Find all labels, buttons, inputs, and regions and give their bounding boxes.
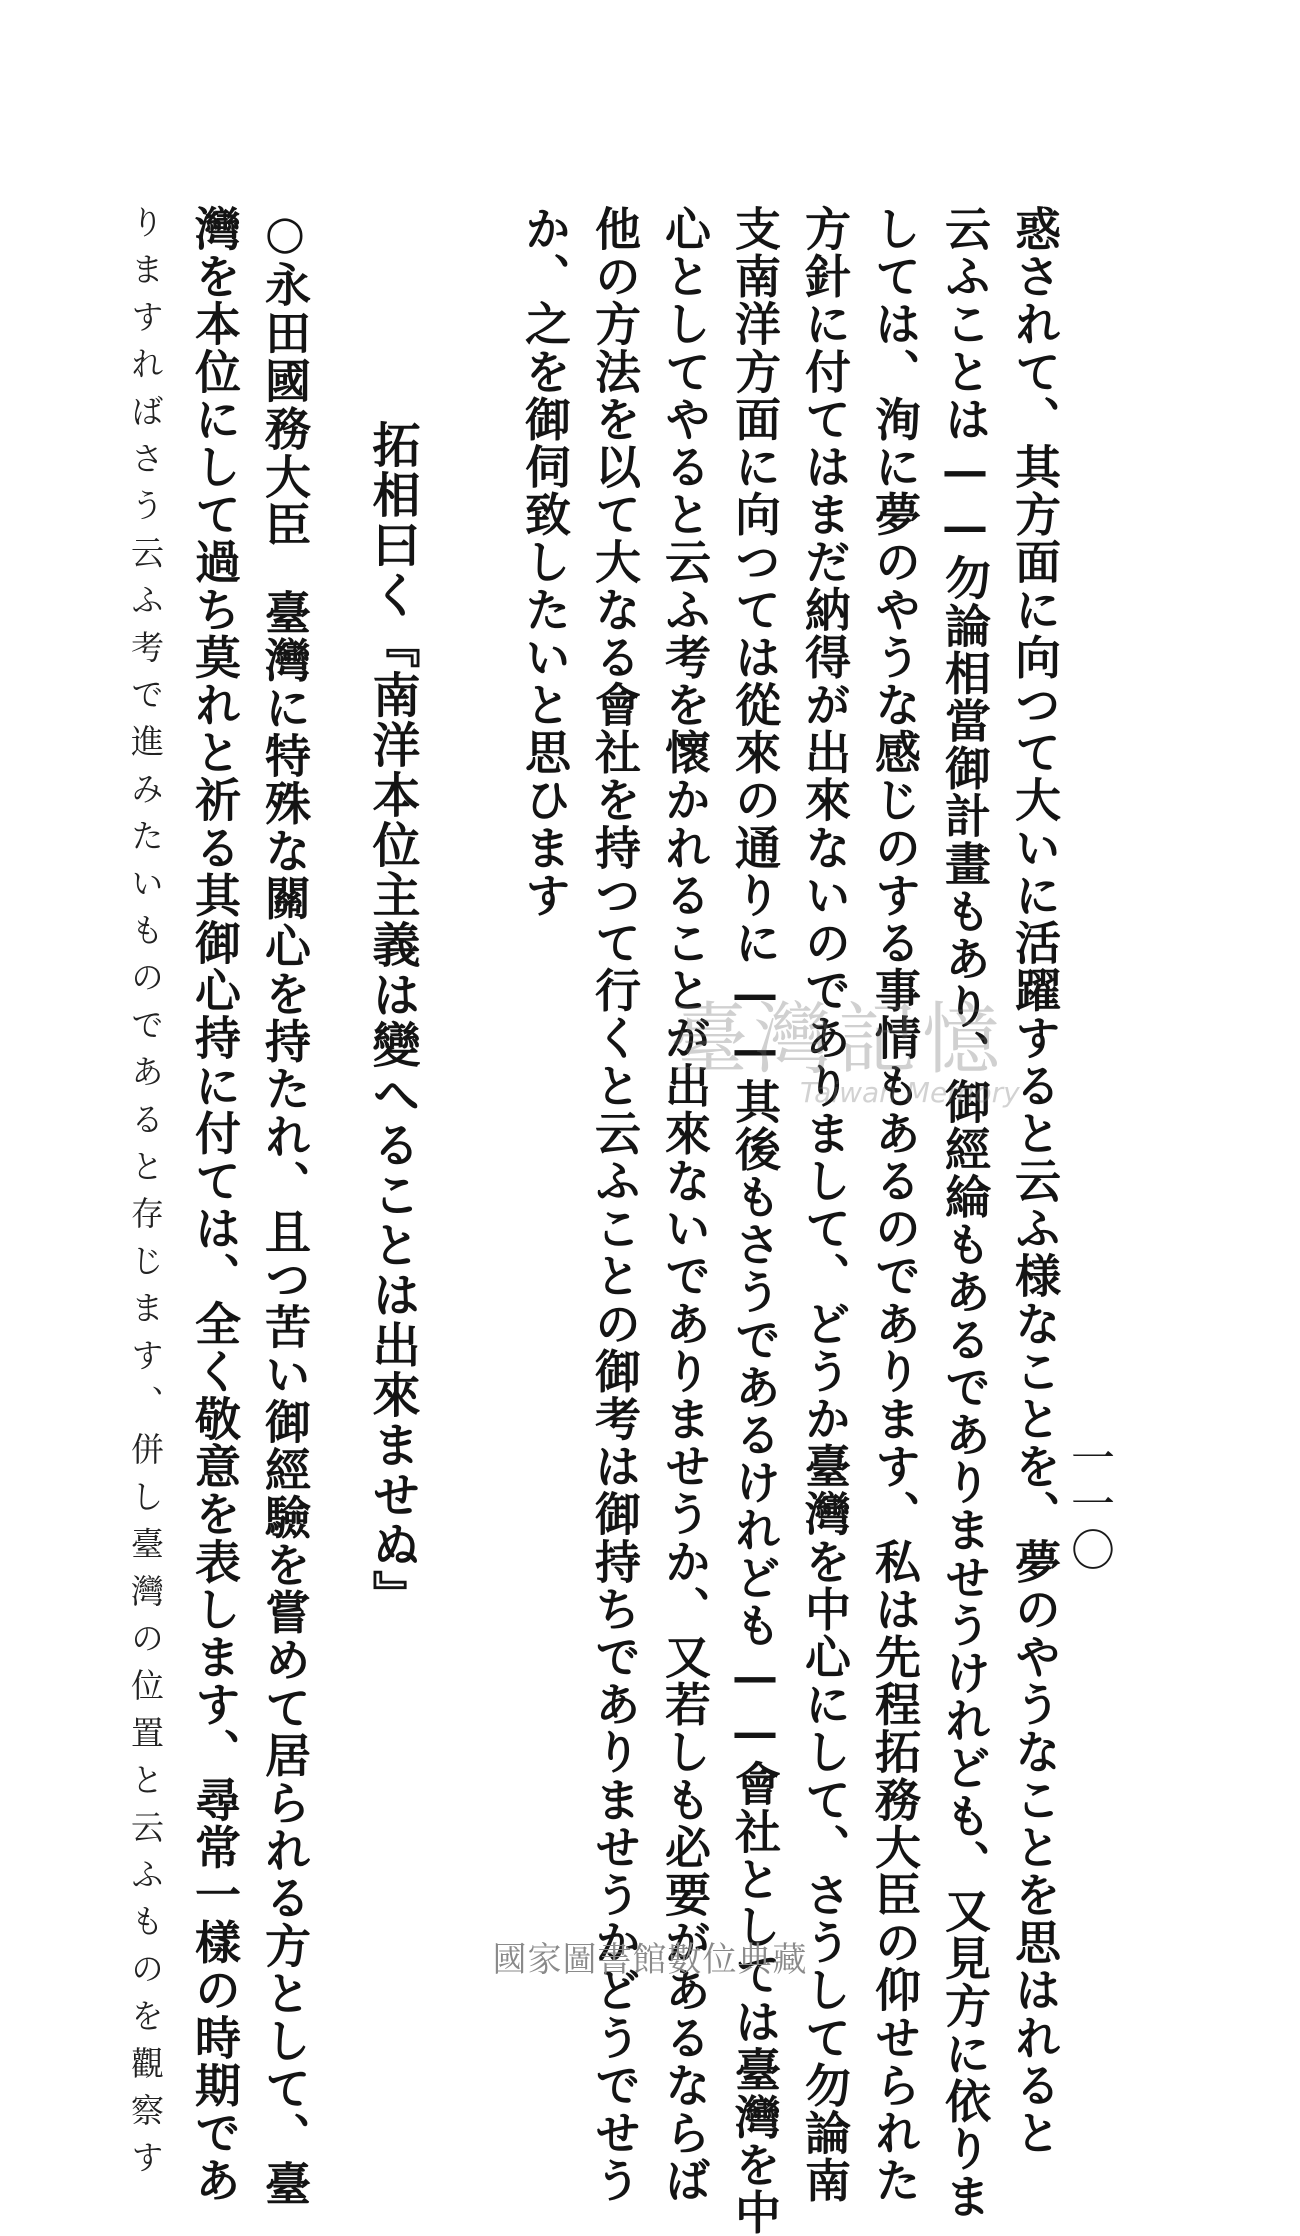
text-column-5: 支南洋方面に向つては從來の通りに——其後もさうであるけれども——會社としては臺灣を中 (728, 205, 782, 2236)
archive-footer: 國家圖書館數位典藏 (492, 1940, 808, 1980)
section-heading: 拓相曰く『南洋本位主義は變へることは出來ませぬ』 (364, 420, 420, 1620)
text-column-2: 云ふことは——勿論相當御計畫もあり、御經綸もあるでありませうけれども、又見方に依りま (938, 205, 992, 2221)
speaker-name: ○永田國務大臣 (258, 205, 312, 549)
text-column-4: 方針に付てはまだ納得が出來ないのでありまして、どうか臺灣を中心にして、さうして勿論南 (798, 205, 852, 2205)
watermark-title: 臺灣記憶 (670, 995, 1007, 1085)
text-column-6: 心としてやると云ふ考を懷かれることが出來ないでありませうか、又若しも必要があるならば (658, 205, 712, 2205)
speech-column-1 (258, 205, 312, 2208)
text-column-7: 他の方法を以て大なる會社を持つて行くと云ふことの御考は御持ちでありませうかどうでせう (588, 205, 642, 2205)
speech-column-2: 灣を本位にして過ち莫れと祈る其御心持に付ては、全く敬意を表します、尋常一樣の時期であ (188, 205, 242, 2205)
watermark-logo (670, 995, 1090, 1110)
text-column-1: 惑されて、其方面に向つて大いに活躍すると云ふ様なことを、夢のやうなことを思はれると (1008, 205, 1062, 2157)
watermark-subtitle: Taiwan Memory (800, 1076, 1020, 1109)
page-number: 一一〇 (1063, 1435, 1114, 1573)
text-column-8: か、之を御伺致したいと思ひます (518, 205, 572, 919)
speech-column-3: りますればさう云ふ考で進みたいものであると存じます、併し臺灣の位置と云ふものを觀察す (126, 205, 165, 2188)
text-column-3: しては、洵に夢のやうな感じのする事情もあるのであります、私は先程拓務大臣の仰せられた (868, 205, 922, 2205)
speech-line-1: 臺灣に特殊な關心を持たれ、且つ苦い御經驗を嘗めて居られる方として、臺 (258, 589, 312, 2208)
